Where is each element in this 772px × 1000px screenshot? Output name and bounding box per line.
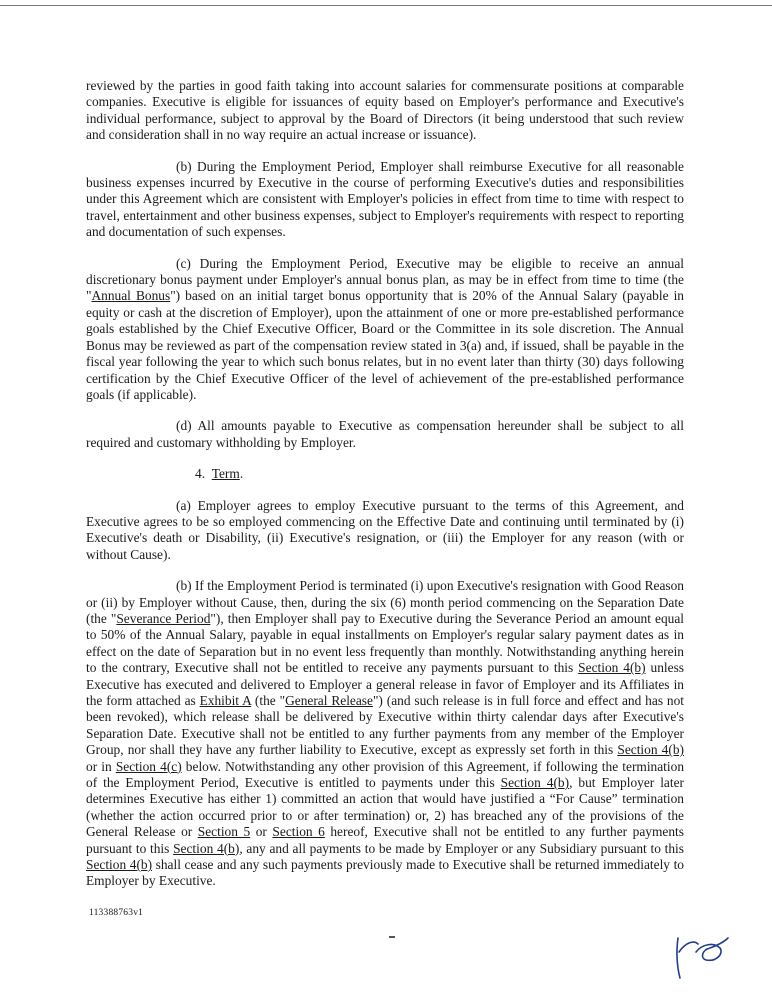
section-reference: Section 5	[197, 824, 251, 840]
defined-term-severance-period: Severance Period	[116, 610, 211, 626]
section-reference: Section 4(b)	[617, 742, 684, 758]
paragraph-4a-term: (a) Employer agrees to employ Executive pursuant to the terms of this Agreement, and Executive agrees to be so employed commencing on the Effective Date and continuing until terminated by (i) Executive's death or Disability, (ii) Executive's resignation, or (iii) the Employer for any reason (with or without Cause).	[86, 497, 684, 562]
text-run: shall cease and any such payments previously made to Executive shall be returned immediately to Employer by Executive.	[86, 857, 684, 889]
section-reference: Section 4(b)	[578, 660, 646, 676]
paragraph-3c-annual-bonus	[86, 256, 684, 404]
paragraph-3d-withholding: (d) All amounts payable to Executive as compensation hereunder shall be subject to all required and customary withholding by Employer.	[86, 418, 684, 450]
text-run: .	[239, 466, 244, 482]
section-reference: Section 4(b)	[173, 840, 240, 856]
text-run: , any and all payments to be made by Employer or any Subsidiary pursuant to this	[239, 840, 684, 856]
text-run: ") based on an initial target bonus opportunity that is 20% of the Annual Salary (payable in equity or cash at the discretion of Employer), upon the attainment of one or more pre-established performance goals established by the Chief Executive Officer, Board or the Committee in its sole discretion. The Annual Bonus may be reviewed as part of the compensation review stated in 3(a) and, if issued, shall be payable in the fiscal year following the year to which such bonus relates, but in no event later than thirty (30) days following certification by the Chief Executive Officer of the level of achievement of the pre-established performance goals (if applicable).	[86, 288, 685, 402]
text-run: , but Employer later determines Executive has either 1) committed an action that would have justified a “For Cause” termination (whether the action occurred prior to or after termination) or, 2) has breached any of the provisions of the General Release or	[86, 775, 684, 840]
defined-term-annual-bonus: Annual Bonus	[91, 288, 171, 304]
text-run: unless Executive has executed and delivered to Employer a general release in favor of Employer and its Affiliates in the form attached as	[86, 660, 684, 708]
text-run: (b) If the Employment Period is terminated (i) upon Executive's resignation with Good Reason or (ii) by Employer without Cause, then, during the six (6) month period commencing on the Separation Date (the "	[86, 578, 684, 626]
section-reference: Section 4(b)	[86, 857, 153, 873]
text-run: below. Notwithstanding any other provision of this Agreement, if following the termination of the Employment Period, Executive is entitled to payments under this	[86, 758, 685, 791]
section-reference: Section 6	[272, 824, 325, 840]
text-run: hereof, Executive shall not be entitled to any further payments pursuant to this	[86, 824, 684, 856]
text-run: "), then Employer shall pay to Executive during the Severance Period an amount equal to 50% of the Annual Salary, payable in equal installments on Employer's regular salary payment dates as in effect on the date of Separation but in no event less frequently than monthly. Notwithstanding anything herein to the contrary, Executive shall not be entitled to receive any payments pursuant to this	[86, 610, 685, 676]
text-run: (the "	[251, 693, 286, 708]
page-number-mark	[389, 936, 395, 938]
document-id: 113388763v1	[89, 908, 144, 918]
paragraph-4b-severance	[86, 578, 684, 890]
text-run: or in	[86, 758, 116, 774]
paragraph-3b-expenses: (b) During the Employment Period, Employer shall reimburse Executive for all reasonable business expenses incurred by Executive in the course of performing Executive's duties and responsibilities under this Agreement which are consistent with Employer's policies in effect from time to time with respect to travel, entertainment and other business expenses, subject to Employer's requirements with respect to reporting and documentation of such expenses.	[86, 158, 684, 240]
exhibit-reference: Exhibit A	[199, 693, 252, 708]
defined-term-general-release: General Release	[285, 693, 373, 708]
section-reference: Section 4(b)	[500, 775, 570, 791]
section-4-heading	[86, 466, 684, 482]
text-run: (c) During the Employment Period, Executive may be eligible to receive an annual discretionary bonus payment under Employer's annual bonus plan, as may be in effect from time to time (the "	[86, 255, 684, 304]
text-run: or	[250, 824, 273, 840]
section-reference: Section 4(c)	[115, 758, 182, 774]
paragraph-salary-review: reviewed by the parties in good faith taking into account salaries for commensurate positions at comparable companies. Executive is eligible for issuances of equity based on Employer's performance and Executive's individual performance, subject to approval by the Board of Directors (it being understood that such review and consideration shall in no way require an actual increase or issuance).	[86, 78, 684, 143]
text-run: ") (and such release is in full force and effect and has not been revoked), which release shall be delivered by Executive within thirty calendar days after Executive's Separation Date. Executive shall not be entitled to any further payments from any member of the Employer Group, nor shall they have any further liability to Executive, except as expressly set forth in this	[86, 693, 684, 758]
section-title: Term	[211, 466, 240, 482]
section-number: 4.	[195, 466, 206, 482]
handwritten-initials	[672, 922, 732, 982]
scan-top-edge	[0, 5, 772, 6]
document-body	[86, 78, 684, 905]
